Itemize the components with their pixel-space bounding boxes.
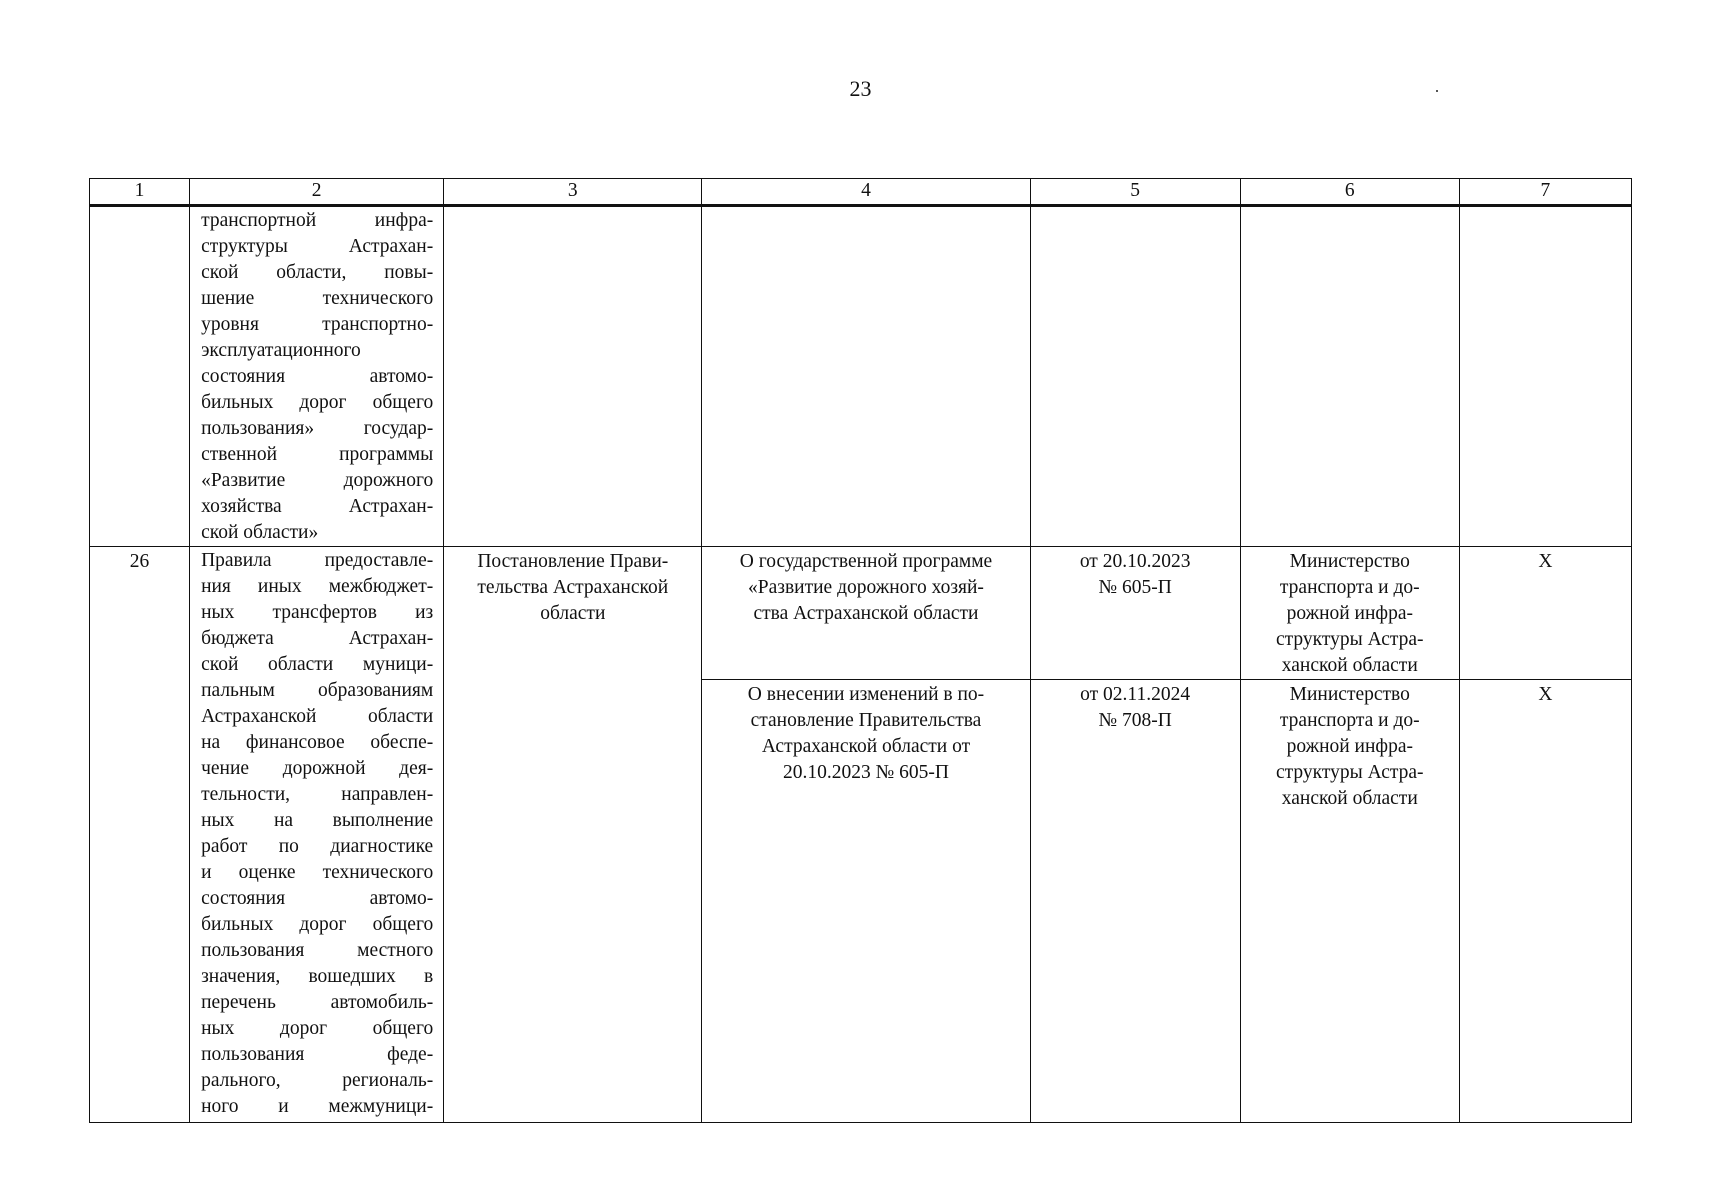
row26-col2-line: ных на выполнение — [201, 810, 434, 831]
cont-col2-line: бильных дорог общего — [201, 392, 434, 413]
cont-col-6 — [1240, 206, 1459, 547]
entry-1-title — [702, 547, 1030, 680]
row26-col2-line: и оценке технического — [201, 862, 434, 883]
cont-col2-line: эксплуатационного — [201, 340, 361, 361]
cont-col2-line: структуры Астрахан- — [201, 236, 434, 257]
entry-1-date-line: от 20.10.2023 — [1079, 551, 1191, 572]
entry-1-org-line: структуры Астра- — [1276, 629, 1424, 650]
entry-1-mark: Х — [1459, 547, 1631, 680]
entry-2-title-line: О внесении изменений в по- — [747, 684, 985, 705]
row26-col2-line: тельности, направлен- — [201, 784, 434, 805]
cont-col-3 — [444, 206, 702, 547]
cont-col2-line: ской области, повы- — [201, 262, 434, 283]
cont-col-7 — [1459, 206, 1631, 547]
entry-2-date — [1030, 680, 1240, 1123]
header-col-1: 1 — [90, 179, 190, 206]
entry-2-mark: Х — [1459, 680, 1631, 1123]
cont-col-1 — [90, 206, 190, 547]
cont-col2-line: транспортной инфра- — [201, 210, 434, 231]
cont-col-2 — [190, 206, 444, 547]
entry-1-org-line: Министерство — [1289, 551, 1410, 572]
row26-col2-line: на финансовое обеспе- — [201, 732, 434, 753]
entry-2-title-line: становление Правительства — [750, 710, 982, 731]
row26-col2-line: пальным образованиям — [201, 680, 434, 701]
entry-1-date-line: № 605-П — [1098, 577, 1172, 598]
row26-col2-line: ного и межмуници- — [201, 1096, 434, 1117]
entry-1-date — [1030, 547, 1240, 680]
entry-1-org — [1240, 547, 1459, 680]
header-col-5: 5 — [1030, 179, 1240, 206]
row26-col2-line: ных трансфертов из — [201, 602, 434, 623]
entry-2-org-line: ханской области — [1281, 788, 1418, 809]
document-table — [89, 178, 1632, 1123]
cont-col2-line: ственной программы — [201, 444, 434, 465]
entry-2-title-line: Астраханской области от — [761, 736, 971, 757]
cont-col-4 — [702, 206, 1030, 547]
entry-2-title — [702, 680, 1030, 1123]
entry-2-org — [1240, 680, 1459, 1123]
header-col-7: 7 — [1459, 179, 1631, 206]
row26-col2-line: работ по диагностике — [201, 836, 434, 857]
row26-col2-line: ской области муници- — [201, 654, 434, 675]
table-row-26 — [90, 547, 1632, 680]
row26-col2-line: бильных дорог общего — [201, 914, 434, 935]
header-col-3: 3 — [444, 179, 702, 206]
cont-col2-line: уровня транспортно- — [201, 314, 434, 335]
entry-2-org-line: рожной инфра- — [1286, 736, 1413, 757]
entry-1-title-line: «Развитие дорожного хозяй- — [748, 577, 984, 598]
entry-1-title-line: ства Астраханской области — [753, 603, 979, 624]
row26-col2-line: пользования феде- — [201, 1044, 434, 1065]
row-number: 26 — [90, 547, 190, 1123]
cont-col2-line: состояния автомо- — [201, 366, 434, 387]
entry-2-org-line: структуры Астра- — [1276, 762, 1424, 783]
cont-col2-line: шение технического — [201, 288, 434, 309]
header-row — [90, 179, 1632, 206]
row26-col2-line: Астраханской области — [201, 706, 434, 727]
doc-type-line: тельства Астраханской — [477, 577, 669, 598]
entry-1-org-line: рожной инфра- — [1286, 603, 1413, 624]
doc-type-line: области — [540, 603, 606, 624]
entry-2-date-line: № 708-П — [1098, 710, 1172, 731]
doc-type-line: Постановление Прави- — [477, 551, 669, 572]
row26-col2-line: бюджета Астрахан- — [201, 628, 434, 649]
row26-col2-line: значения, вошедших в — [201, 966, 434, 987]
entry-2-title-line: 20.10.2023 № 605-П — [783, 762, 949, 783]
header-col-4: 4 — [702, 179, 1030, 206]
row26-col2-line: ния иных межбюджет- — [201, 576, 434, 597]
entry-1-title-line: О государственной программе — [739, 551, 993, 572]
row26-col2-line: чение дорожной дея- — [201, 758, 434, 779]
entry-2-org-line: транспорта и до- — [1279, 710, 1420, 731]
row26-col2-line: рального, региональ- — [201, 1070, 434, 1091]
header-col-6: 6 — [1240, 179, 1459, 206]
cont-col-5 — [1030, 206, 1240, 547]
row26-col2-line: перечень автомобиль- — [201, 992, 434, 1013]
cont-col2-line: «Развитие дорожного — [201, 470, 434, 491]
table-row-continuation — [90, 206, 1632, 547]
cont-col2-line: пользования» государ- — [201, 418, 434, 439]
row26-col2-line: пользования местного — [201, 940, 434, 961]
entry-2-date-line: от 02.11.2024 — [1080, 684, 1191, 705]
header-col-2: 2 — [190, 179, 444, 206]
entry-1-org-line: ханской области — [1281, 655, 1418, 676]
speck — [1436, 90, 1438, 92]
cont-col2-line: ской области» — [201, 522, 319, 543]
cont-col2-line: хозяйства Астрахан- — [201, 496, 434, 517]
entry-1-org-line: транспорта и до- — [1279, 577, 1420, 598]
row26-col-3 — [444, 547, 702, 1123]
row26-col2-line: ных дорог общего — [201, 1018, 434, 1039]
row26-col2-line: состояния автомо- — [201, 888, 434, 909]
row26-col2-line: Правила предоставле- — [201, 550, 434, 571]
row26-col-2 — [190, 547, 444, 1123]
entry-2-org-line: Министерство — [1289, 684, 1410, 705]
page-number: 23 — [849, 76, 872, 101]
